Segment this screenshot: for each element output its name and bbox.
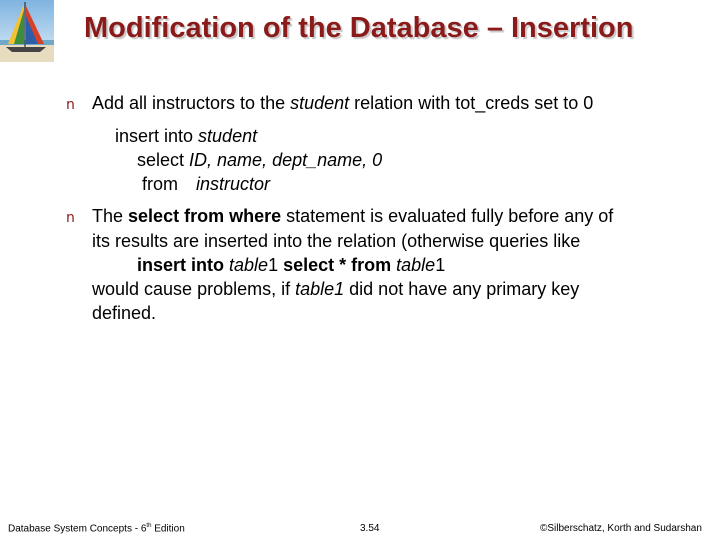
- bullet-marker: n: [66, 210, 75, 226]
- text-segment: would cause problems, if: [92, 279, 296, 299]
- bullet-2-line-4: [92, 279, 579, 300]
- footer-page-number: 3.54: [360, 523, 380, 534]
- sql-identifier: instructor: [196, 174, 271, 194]
- slide-title: Modification of the Database – Insertion: [84, 12, 634, 44]
- sql-keyword: insert into: [115, 126, 194, 146]
- text-segment: did not have any primary key: [344, 279, 580, 299]
- sql-keyword: select from where: [128, 206, 282, 226]
- text-segment: relation with tot_creds set to 0: [349, 93, 594, 113]
- bullet-2-line-3: [137, 255, 445, 276]
- sql-identifier: table: [229, 255, 269, 275]
- sql-identifier: ID, name, dept_name, 0: [184, 150, 383, 170]
- text-segment: defined.: [92, 303, 157, 323]
- bullet-marker: n: [66, 97, 75, 113]
- bullet-2-line-1: [92, 206, 613, 227]
- sql-keyword: from: [142, 174, 178, 194]
- sql-identifier: table: [396, 255, 436, 275]
- footer-superscript: th: [146, 523, 152, 529]
- footer-book-title: [8, 523, 185, 534]
- code-line-1: [115, 126, 257, 147]
- footer-text: Edition: [151, 523, 185, 535]
- sql-keyword: select * from: [278, 255, 392, 275]
- text-segment: The: [92, 206, 129, 226]
- text-segment: 1: [435, 255, 446, 275]
- text-segment: 1: [268, 255, 279, 275]
- bullet-1-text: [92, 93, 593, 114]
- bullet-2-line-2: [92, 231, 580, 252]
- bullet-2-line-5: [92, 303, 156, 324]
- footer-copyright: ©Silberschatz, Korth and Sudarshan: [540, 523, 702, 534]
- sql-identifier: student: [193, 126, 258, 146]
- footer-text: Database System Concepts - 6: [8, 523, 147, 535]
- text-segment: statement is evaluated fully before any of: [281, 206, 614, 226]
- sql-keyword: select: [137, 150, 185, 170]
- text-segment: its results are inserted into the relation (otherwise queries like: [92, 231, 581, 251]
- sql-identifier: table1: [295, 279, 345, 299]
- relation-name: student: [290, 93, 350, 113]
- code-line-2: [137, 150, 382, 171]
- code-line-3: [142, 174, 270, 195]
- sql-keyword: insert into: [137, 255, 225, 275]
- text-segment: Add all instructors to the: [92, 93, 291, 113]
